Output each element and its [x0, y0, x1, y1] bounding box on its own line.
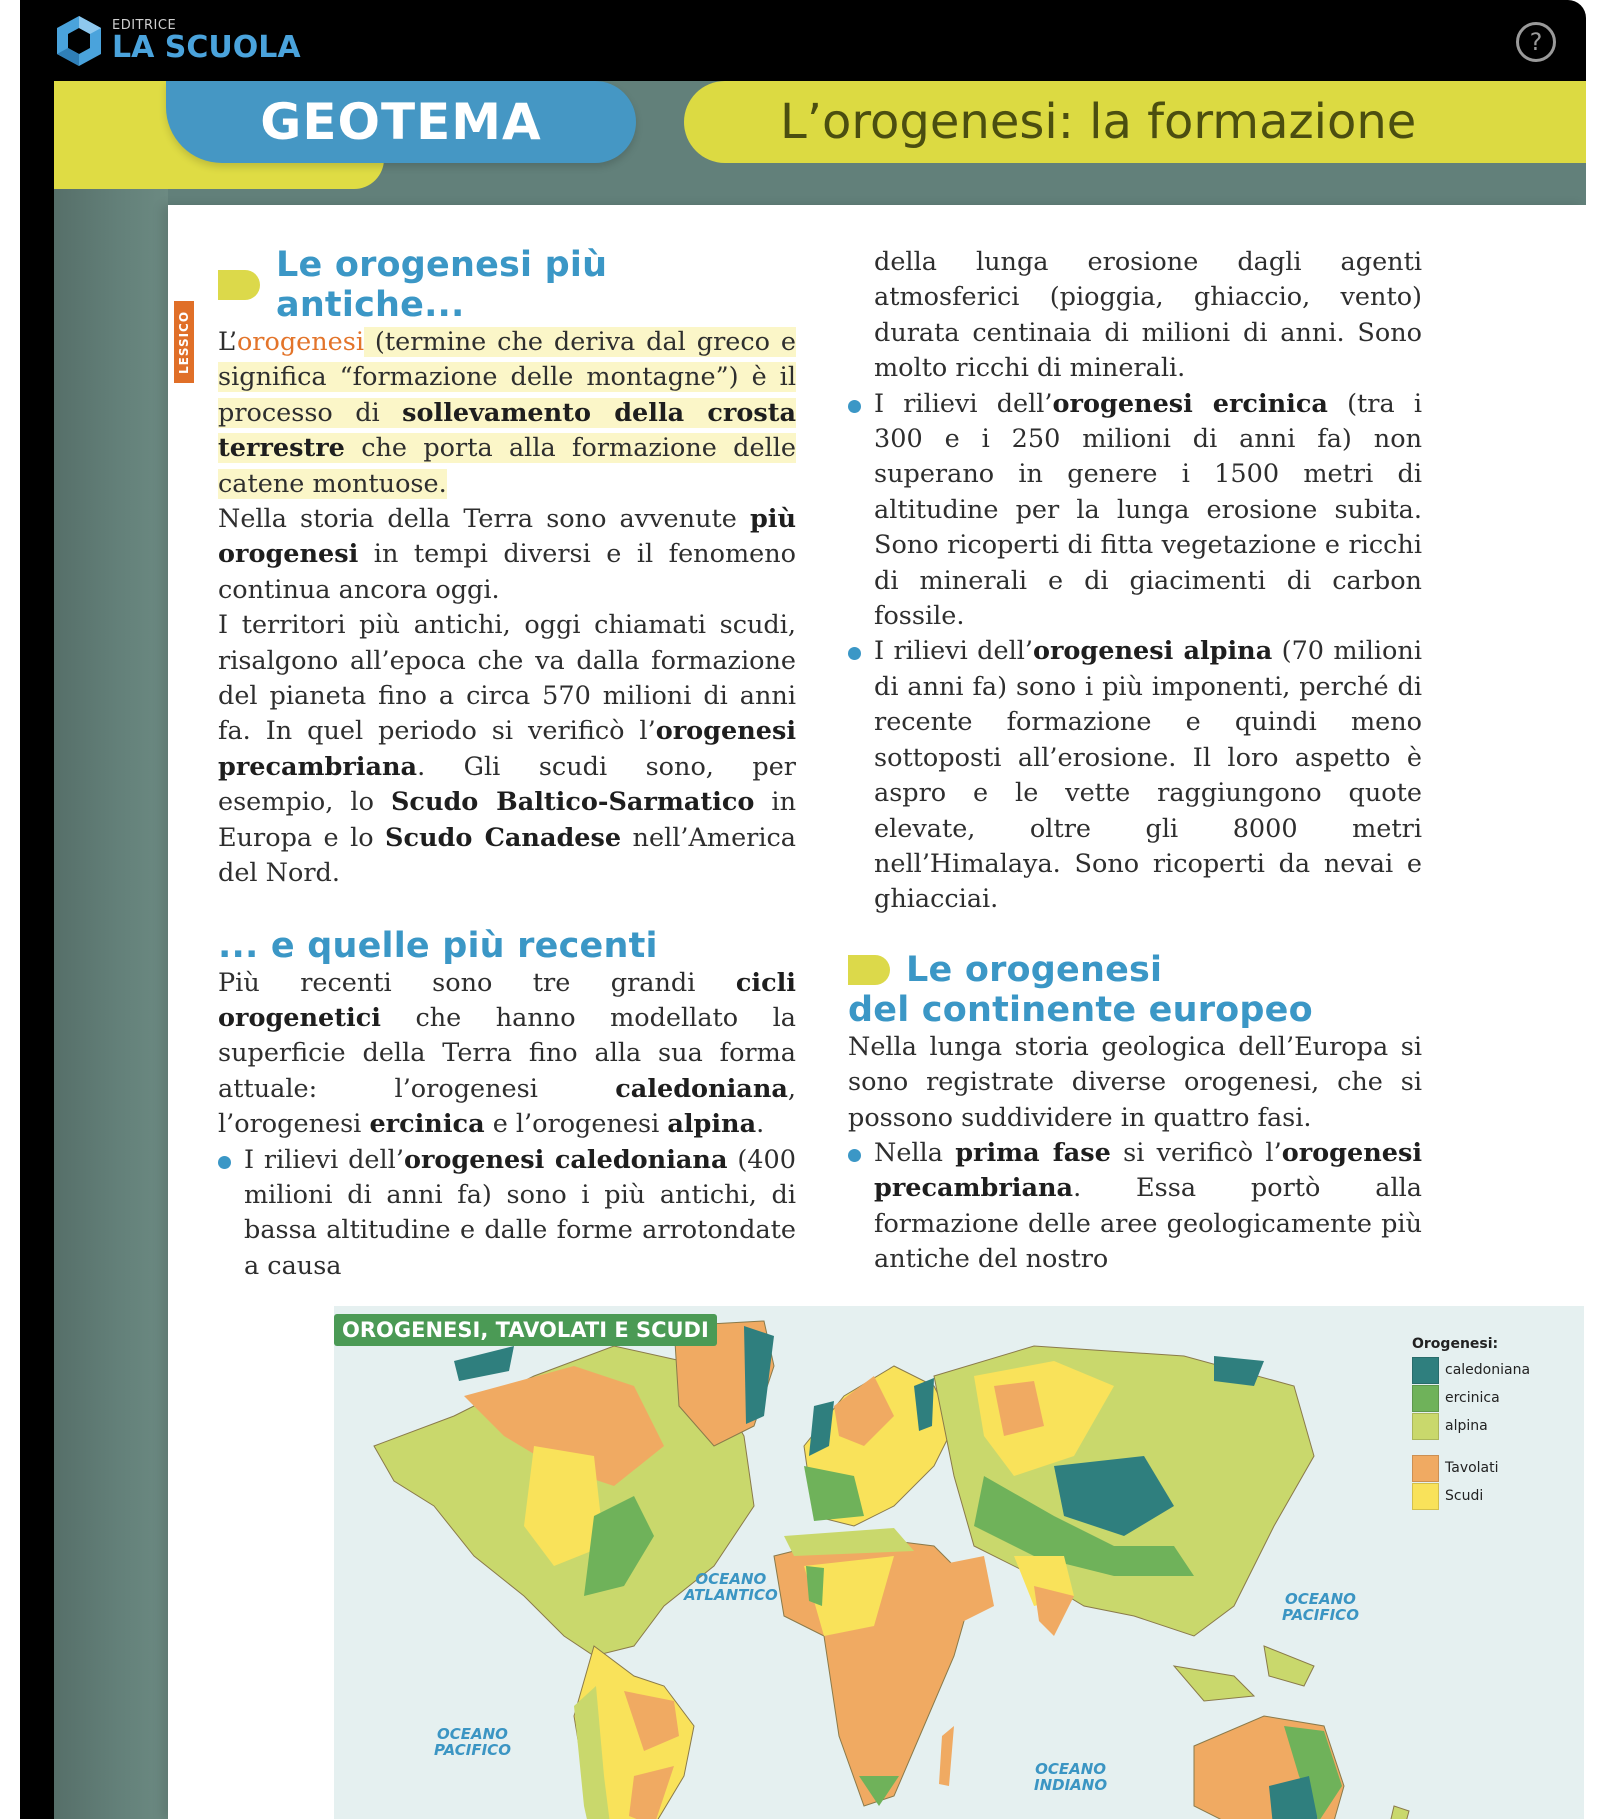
paragraph-europe: Nella lunga storia geologica dell’Europa si sono registrate diverse orogenesi, che si possono suddividere in quattro fasi.: [848, 1031, 1422, 1133]
paragraph-cycles: Più recenti sono tre grandi cicli orogenetici che hanno modellato la superficie della Terra fino alla sua forma attuale: l’orogenesi caledoniana, l’orogenesi ercinica e l’orogenesi alpina.: [218, 967, 796, 1140]
publisher-label-small: EDITRICE: [112, 18, 177, 33]
page-title: L’orogenesi: la formazione: [684, 81, 1586, 163]
map-title: OROGENESI, TAVOLATI E SCUDI: [334, 1314, 717, 1346]
bullet-caledonian-continued: della lunga erosione dagli agenti atmosferici (pioggia, ghiaccio, vento) durata centinaia di milioni di anni. Sono molto ricchi di minerali.: [874, 247, 1422, 384]
world-map-graphic: [334, 1306, 1584, 1819]
legend-item-alpina: alpina: [1412, 1412, 1530, 1440]
heading-recent-orogenesis: ... e quelle più recenti: [218, 925, 658, 966]
content-sheet: [168, 205, 1586, 1819]
right-column: [848, 245, 1422, 1278]
legend-item-tavolati: Tavolati: [1412, 1454, 1530, 1482]
bullet-first-phase: Nella prima fase si verificò l’orogenesi precambriana. Essa portò alla formazione delle aree geologicamente più antiche del nostro: [848, 1136, 1422, 1278]
publisher-logo[interactable]: [54, 14, 301, 68]
heading-ancient-orogenesis: Le orogenesi più antiche...: [218, 245, 796, 325]
lessico-tag[interactable]: LESSICO: [174, 301, 194, 383]
glossary-term-orogenesi[interactable]: orogenesi: [236, 327, 365, 357]
legend-swatch: [1412, 1413, 1439, 1440]
label-pacific-ocean-east: OCEANO PACIFICO: [1282, 1590, 1359, 1624]
legend-swatch: [1412, 1483, 1439, 1510]
publisher-label-big: LA SCUOLA: [112, 30, 301, 65]
heading-european-orogenesis: Le orogenesi: [848, 950, 1422, 990]
heading-marker-icon: [848, 955, 890, 985]
section-label: GEOTEMA: [166, 81, 636, 163]
heading-european-orogenesis-line2: del continente europeo: [848, 989, 1313, 1030]
map-legend: [1412, 1336, 1530, 1510]
book-page: [54, 81, 1586, 1819]
label-atlantic-ocean: OCEANO ATLANTICO: [684, 1570, 778, 1604]
legend-swatch: [1412, 1455, 1439, 1482]
legend-swatch: [1412, 1385, 1439, 1412]
heading-marker-icon: [218, 270, 260, 300]
label-indian-ocean: OCEANO INDIANO: [1034, 1760, 1108, 1794]
legend-item-caledoniana: caledoniana: [1412, 1356, 1530, 1384]
legend-swatch: [1412, 1357, 1439, 1384]
label-pacific-ocean-west: OCEANO PACIFICO: [434, 1725, 511, 1759]
world-map: [334, 1306, 1584, 1819]
hexagon-logo-icon: [54, 14, 104, 68]
paragraph-shields: I territori più antichi, oggi chiamati scudi, risalgono all’epoca che va dalla formazione del pianeta fino a circa 570 milioni di anni fa. In quel periodo si verificò l’orogenesi precambriana. Gli scudi sono, per esempio, lo Scudo Baltico-Sarmatico in Europa e lo Scudo Canadese nell’America del Nord.: [218, 610, 797, 889]
bullet-hercynian: I rilievi dell’orogenesi ercinica (tra i 300 e i 250 milioni di anni fa) non superano in genere i 1500 metri di altitudine per la lunga erosione subita. Sono ricoperti di fitta vegetazione e ricchi di minerali e di giacimenti di carbon fossile.: [848, 387, 1422, 635]
legend-item-scudi: Scudi: [1412, 1482, 1530, 1510]
paragraph-history: Nella storia della Terra sono avvenute più orogenesi in tempi diversi e il fenomeno continua ancora oggi.: [218, 504, 796, 605]
bullet-alpine: I rilievi dell’orogenesi alpina (70 milioni di anni fa) sono i più imponenti, perché di recente formazione e quindi meno sottoposti all’erosione. Il loro aspetto è aspro e le vette raggiungono quote elevate, oltre gli 8000 metri nell’Himalaya. Sono ricoperti da nevai e ghiacciai.: [848, 634, 1422, 917]
page-margin-left: [54, 81, 168, 1819]
help-button[interactable]: ?: [1516, 22, 1556, 62]
legend-item-ercinica: ercinica: [1412, 1384, 1530, 1412]
bullet-caledonian: I rilievi dell’orogenesi caledoniana (400 milioni di anni fa) sono i più antichi, di bassa altitudine e dalle forme arrotondate a causa: [218, 1143, 796, 1285]
left-column: [177, 245, 797, 1284]
paragraph-definition: L’orogenesi (termine che deriva dal greco e significa “formazione delle montagne”) è il processo di sollevamento della crosta terrestre che porta alla formazione delle catene montuose.: [218, 327, 796, 499]
legend-title: Orogenesi:: [1412, 1336, 1499, 1352]
top-bar: [20, 0, 1586, 80]
